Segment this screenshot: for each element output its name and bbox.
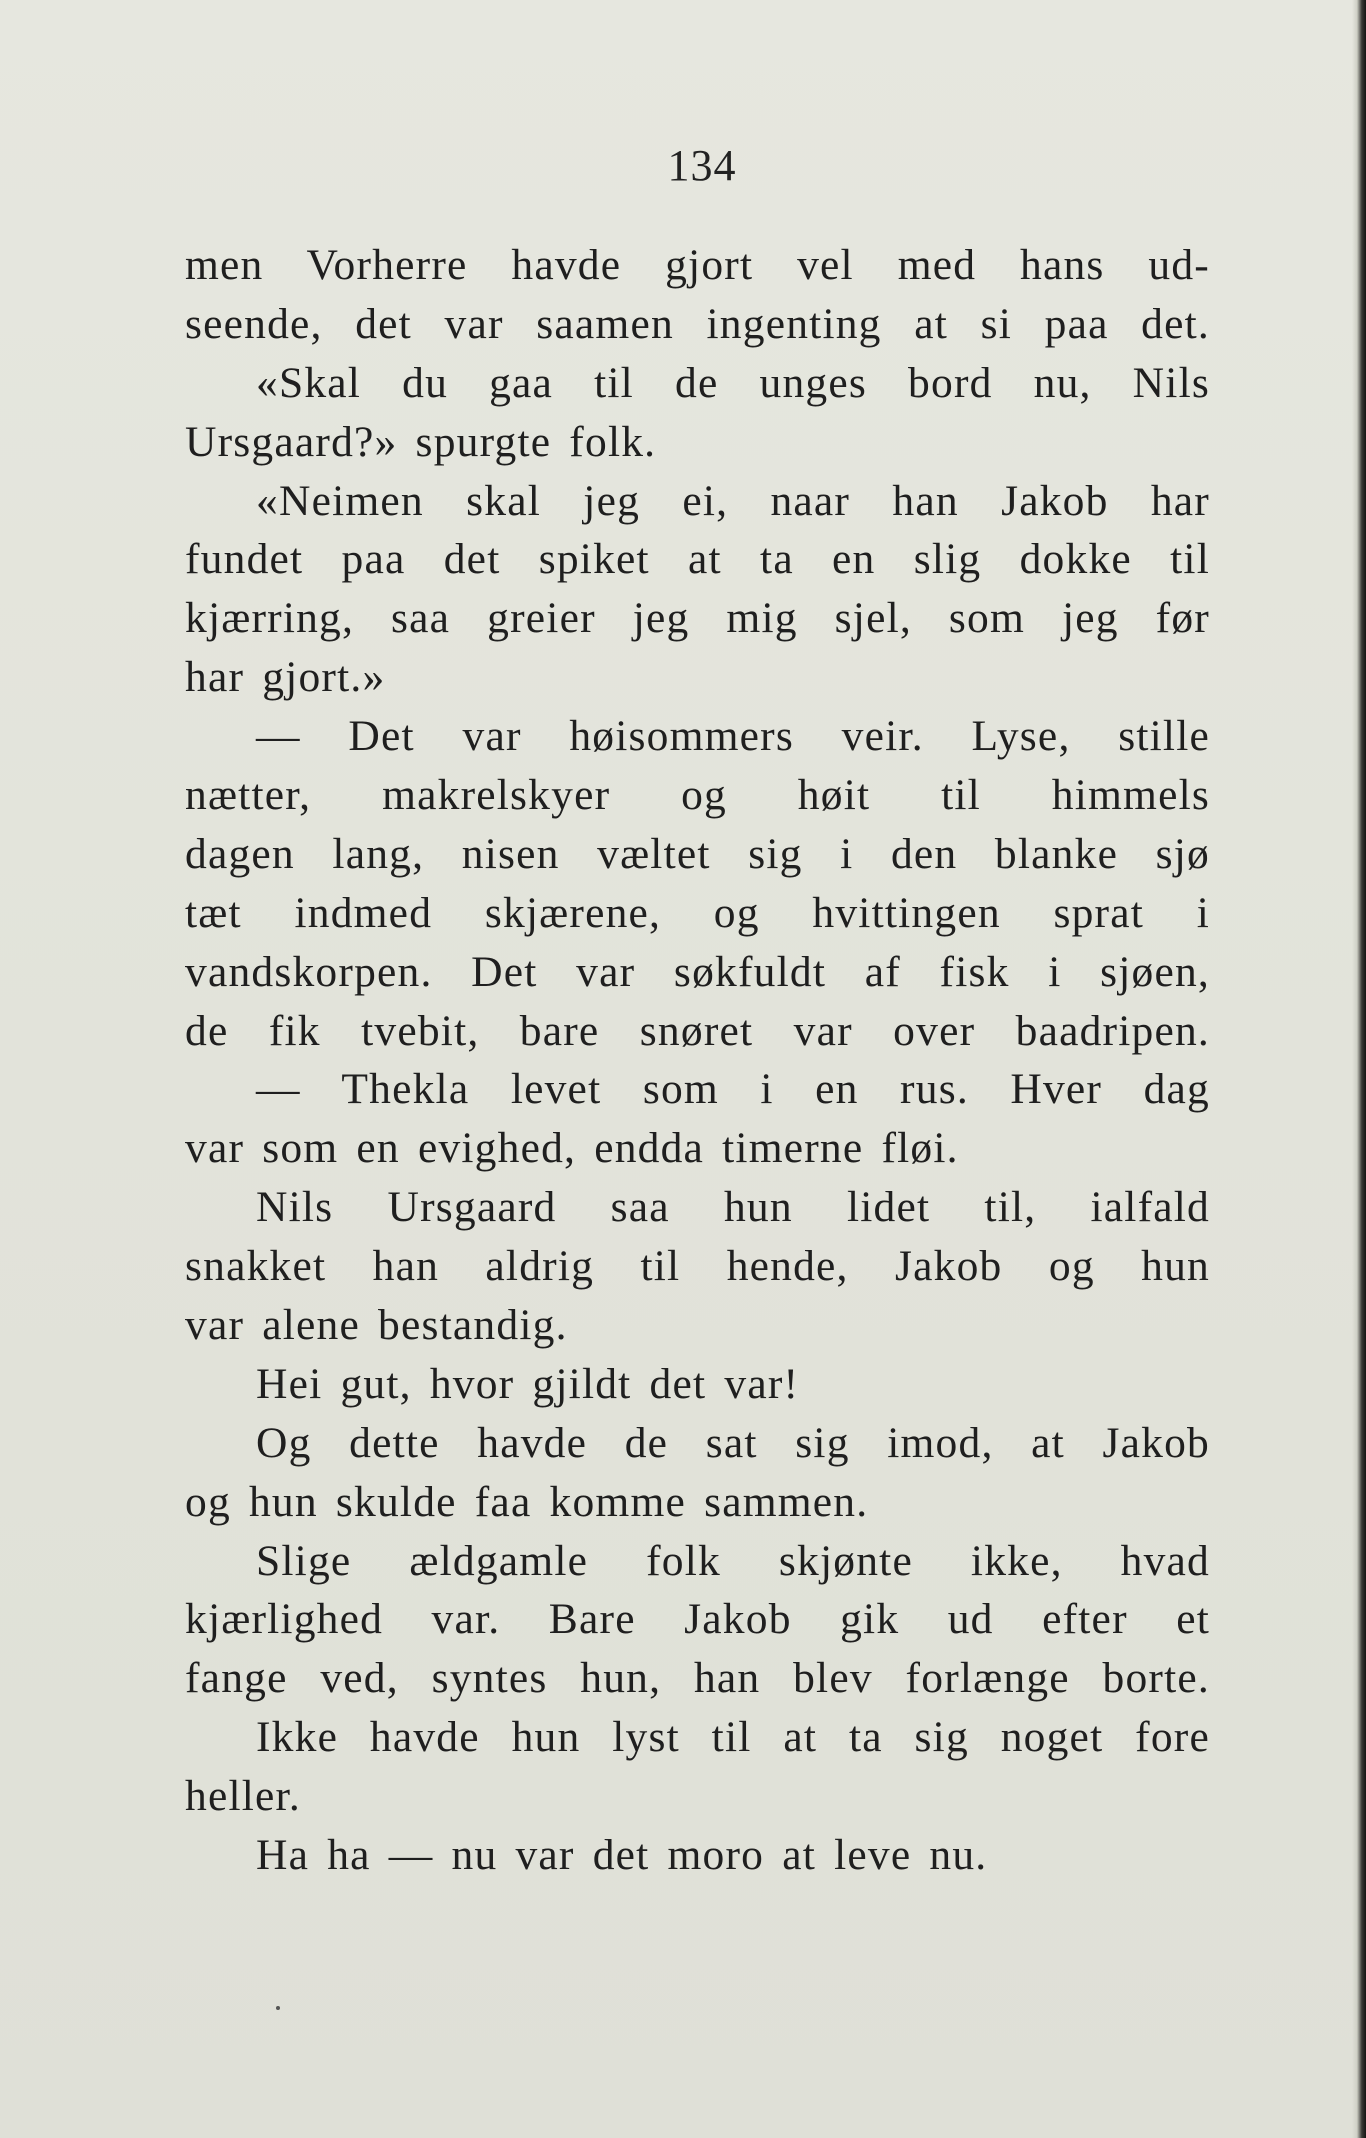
text-line: tæt indmed skjærene, og hvittingen sprat i (185, 888, 1210, 937)
text-line: dagen lang, nisen væltet sig i den blanke sjø (185, 829, 1210, 878)
text-line: Ha ha — nu var det moro at leve nu. (256, 1831, 988, 1880)
page-edge-shadow (1352, 0, 1366, 2138)
text-line: de fik tvebit, bare snøret var over baadripen. (185, 1006, 1210, 1055)
text-line: Ursgaard?» spurgte folk. (185, 417, 657, 466)
paper-speck (276, 2006, 280, 2010)
text-line: seende, det var saamen ingenting at si paa det. (185, 299, 1210, 348)
text-line: kjærlighed var. Bare Jakob gik ud efter et (185, 1595, 1210, 1644)
text-line: Hei gut, hvor gjildt det var! (256, 1359, 800, 1408)
text-line: har gjort.» (185, 653, 386, 702)
text-line: kjærring, saa greier jeg mig sjel, som jeg før (185, 594, 1210, 643)
text-line: heller. (185, 1772, 301, 1821)
text-line: nætter, makrelskyer og høit til himmels (185, 771, 1210, 820)
text-line: og hun skulde faa komme sammen. (185, 1477, 869, 1526)
body-text (185, 236, 1210, 1885)
text-line: Nils Ursgaard saa hun lidet til, ialfald (256, 1183, 1210, 1232)
text-line: «Skal du gaa til de unges bord nu, Nils (256, 358, 1210, 407)
page-number: 134 (667, 141, 737, 190)
text-line: var alene bestandig. (185, 1301, 568, 1350)
text-line: Ikke havde hun lyst til at ta sig noget fore (256, 1713, 1210, 1762)
text-line: men Vorherre havde gjort vel med hans ud- (185, 241, 1210, 289)
text-line: Slige ældgamle folk skjønte ikke, hvad (256, 1536, 1210, 1585)
text-line: var som en evighed, endda timerne fløi. (185, 1124, 959, 1173)
text-line: vandskorpen. Det var søkfuldt af fisk i sjøen, (185, 947, 1210, 996)
text-line: — Det var høisommers veir. Lyse, stille (256, 712, 1210, 761)
text-line: fange ved, syntes hun, han blev forlænge borte. (185, 1654, 1210, 1703)
text-line: — Thekla levet som i en rus. Hver dag (256, 1065, 1210, 1114)
text-line: Og dette havde de sat sig imod, at Jakob (256, 1418, 1210, 1467)
text-line: fundet paa det spiket at ta en slig dokke til (185, 535, 1210, 584)
text-line: snakket han aldrig til hende, Jakob og hun (185, 1242, 1210, 1291)
text-line: «Neimen skal jeg ei, naar han Jakob har (256, 476, 1210, 525)
